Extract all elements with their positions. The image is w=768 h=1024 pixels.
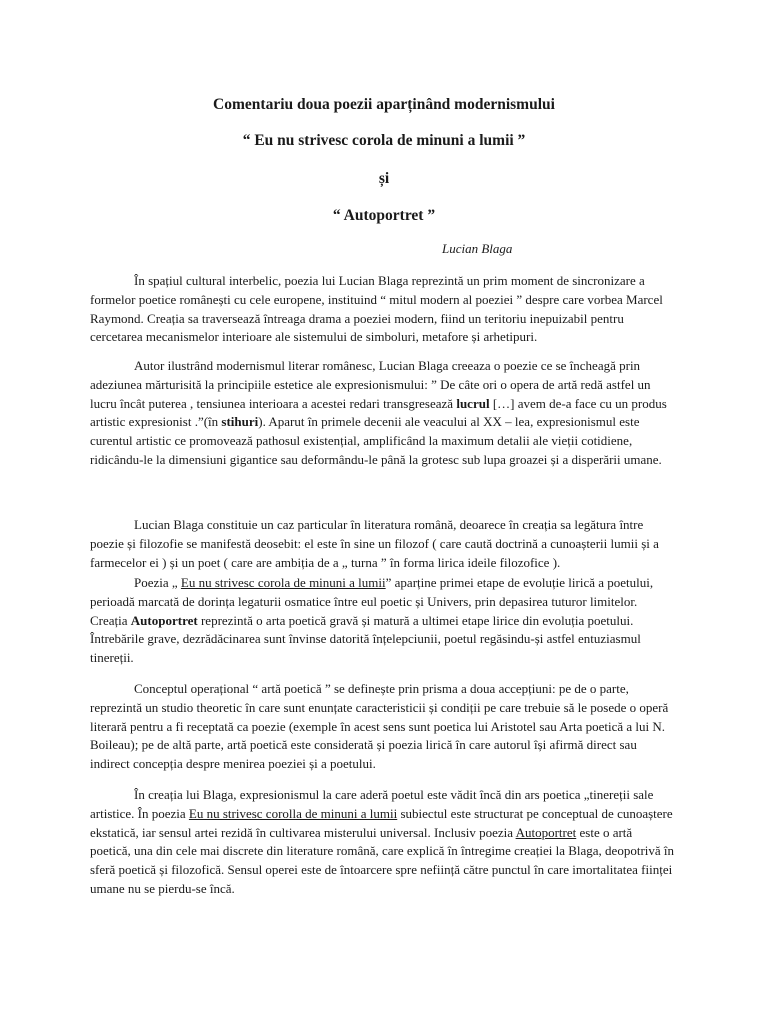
- paragraph-4-part-c: reprezintă o arta poetică gravă și matură a ultimei etape lirice din evoluția poetului. Întrebările grave, dezrădăcinarea sunt învinse datorită înțelepciunii, poetul regăsindu-și astfel entuziasmul tinereții.: [90, 612, 641, 666]
- poem-title-1: “ Eu nu strivesc corola de minuni a lumii ”: [242, 132, 526, 149]
- paragraph-6-part-b: subiectul este structurat pe conceptual de cunoaștere ekstatică, iar sensul artei rezidă în cultivarea misterului universal. Inclusiv poezia: [90, 805, 673, 840]
- paragraph-4: [90, 574, 676, 668]
- paragraph-6-part-a: În creația lui Blaga, expresionismul la care aderă poetul este vădit încă din ars poetica „tinereții sale artistice. În poezia: [90, 787, 654, 821]
- paragraph-4-part-a: Poezia „: [134, 575, 181, 590]
- poem-title-2: “ Autoportret ”: [332, 207, 436, 224]
- autoportret-link: Autoportret: [515, 824, 577, 840]
- paragraph-2: [90, 357, 676, 470]
- paragraph-2-part-a: Autor ilustrând modernismul literar românesc, Lucian Blaga creeaza o poezie ce se încheagă prin adeziunea mărturisită la principiile estetice ale expresionismului: ” De câte ori o opera de artă redă astfel un lucru încât puterea , tensiunea interioara a acestei redari transgresează: [90, 358, 651, 411]
- paragraph-4-part-b: ” aparține primei etape de evoluție lirică a poetului, perioadă marcată de dorința legaturii osmatice între eul poetic și Univers, prin depasirea tuturor limitelor. Creația: [90, 575, 654, 628]
- bold-term-autoportret: Autoportret: [130, 612, 198, 628]
- author-name: Lucian Blaga: [442, 241, 513, 256]
- paragraph-2-part-c: ). Aparut în primele decenii ale veacului al XX – lea, expresionismul este curentul artistic ce promovează pathosul existențial, amplificând la maximum detalii ale vieții cotidiene, ridicându-le la dimensiuni gigantice sau deformându-le până la grotesc sub lupa groazei și a disperării umane.: [90, 414, 662, 467]
- paragraph-6-part-c: este o artă poetică, una din cele mai discrete din literature română, care explică în întregime creației la Blaga, deopotrivă în sferă poetică și filozofică. Sensul operei este de întoarcere spre neființă către punctul în care imortalitatea ființei umane nu se pierdu-se încă.: [90, 824, 675, 896]
- paragraph-5: Conceptul operațional “ artă poetică ” se definește prin prisma a doua accepțiuni: pe de o parte, reprezintă un studio theoretic în care sunt enunțate caracteristicii și condiții pe care trebuie să le posede o operă literară pentru a fi receptată ca poezie (exemple în acest sens sunt poetica lui Aristotel sau Arta poetică a lui N. Boileau); pe de altă parte, artă poetică este considerată și poezia lirică în care autorul își afirmă direct sau indirect concepția despre menirea poeziei și a poetului.: [90, 681, 669, 772]
- poem-title-link: Eu nu strivesc corola de minuni a lumii: [180, 575, 386, 590]
- poem-title-link: Eu nu strivesc corolla de minuni a lumii: [188, 805, 398, 821]
- document-title: Comentariu doua poezii aparținând modernismului: [213, 96, 555, 113]
- bold-term-stihuri: stihuri: [221, 414, 259, 430]
- paragraph-3: Lucian Blaga constituie un caz particular în literatura română, deoarece în creația sa legătura între poezie și filozofie se manifestă deosebit: el este în sine un filozof ( care caută doctrină a cunoașterii lumii și a farmecelor ei ) și un poet ( care are ambiția de a „ turna ” în forma lirica ideile filozofice ).: [90, 517, 659, 570]
- title-conjunction: și: [378, 170, 390, 187]
- paragraph-6: [90, 786, 676, 899]
- bold-term-lucrul: lucrul: [456, 395, 490, 411]
- paragraph-2-part-b: […] avem de-a face cu un produs artistic expresionist .”(în: [90, 395, 667, 430]
- paragraph-1: În spațiul cultural interbelic, poezia lui Lucian Blaga reprezintă un prim moment de sincronizare a formelor poetice românești cu cele europene, instituind “ mitul modern al poeziei ” despre care vorbea Marcel Raymond. Creația sa traversează întreaga drama a poeziei modern, fiind un teritoriu inepuizabil pentru cercetarea mecanismelor interioare ale sistemului de simboluri, metafore și arhetipuri.: [90, 273, 663, 345]
